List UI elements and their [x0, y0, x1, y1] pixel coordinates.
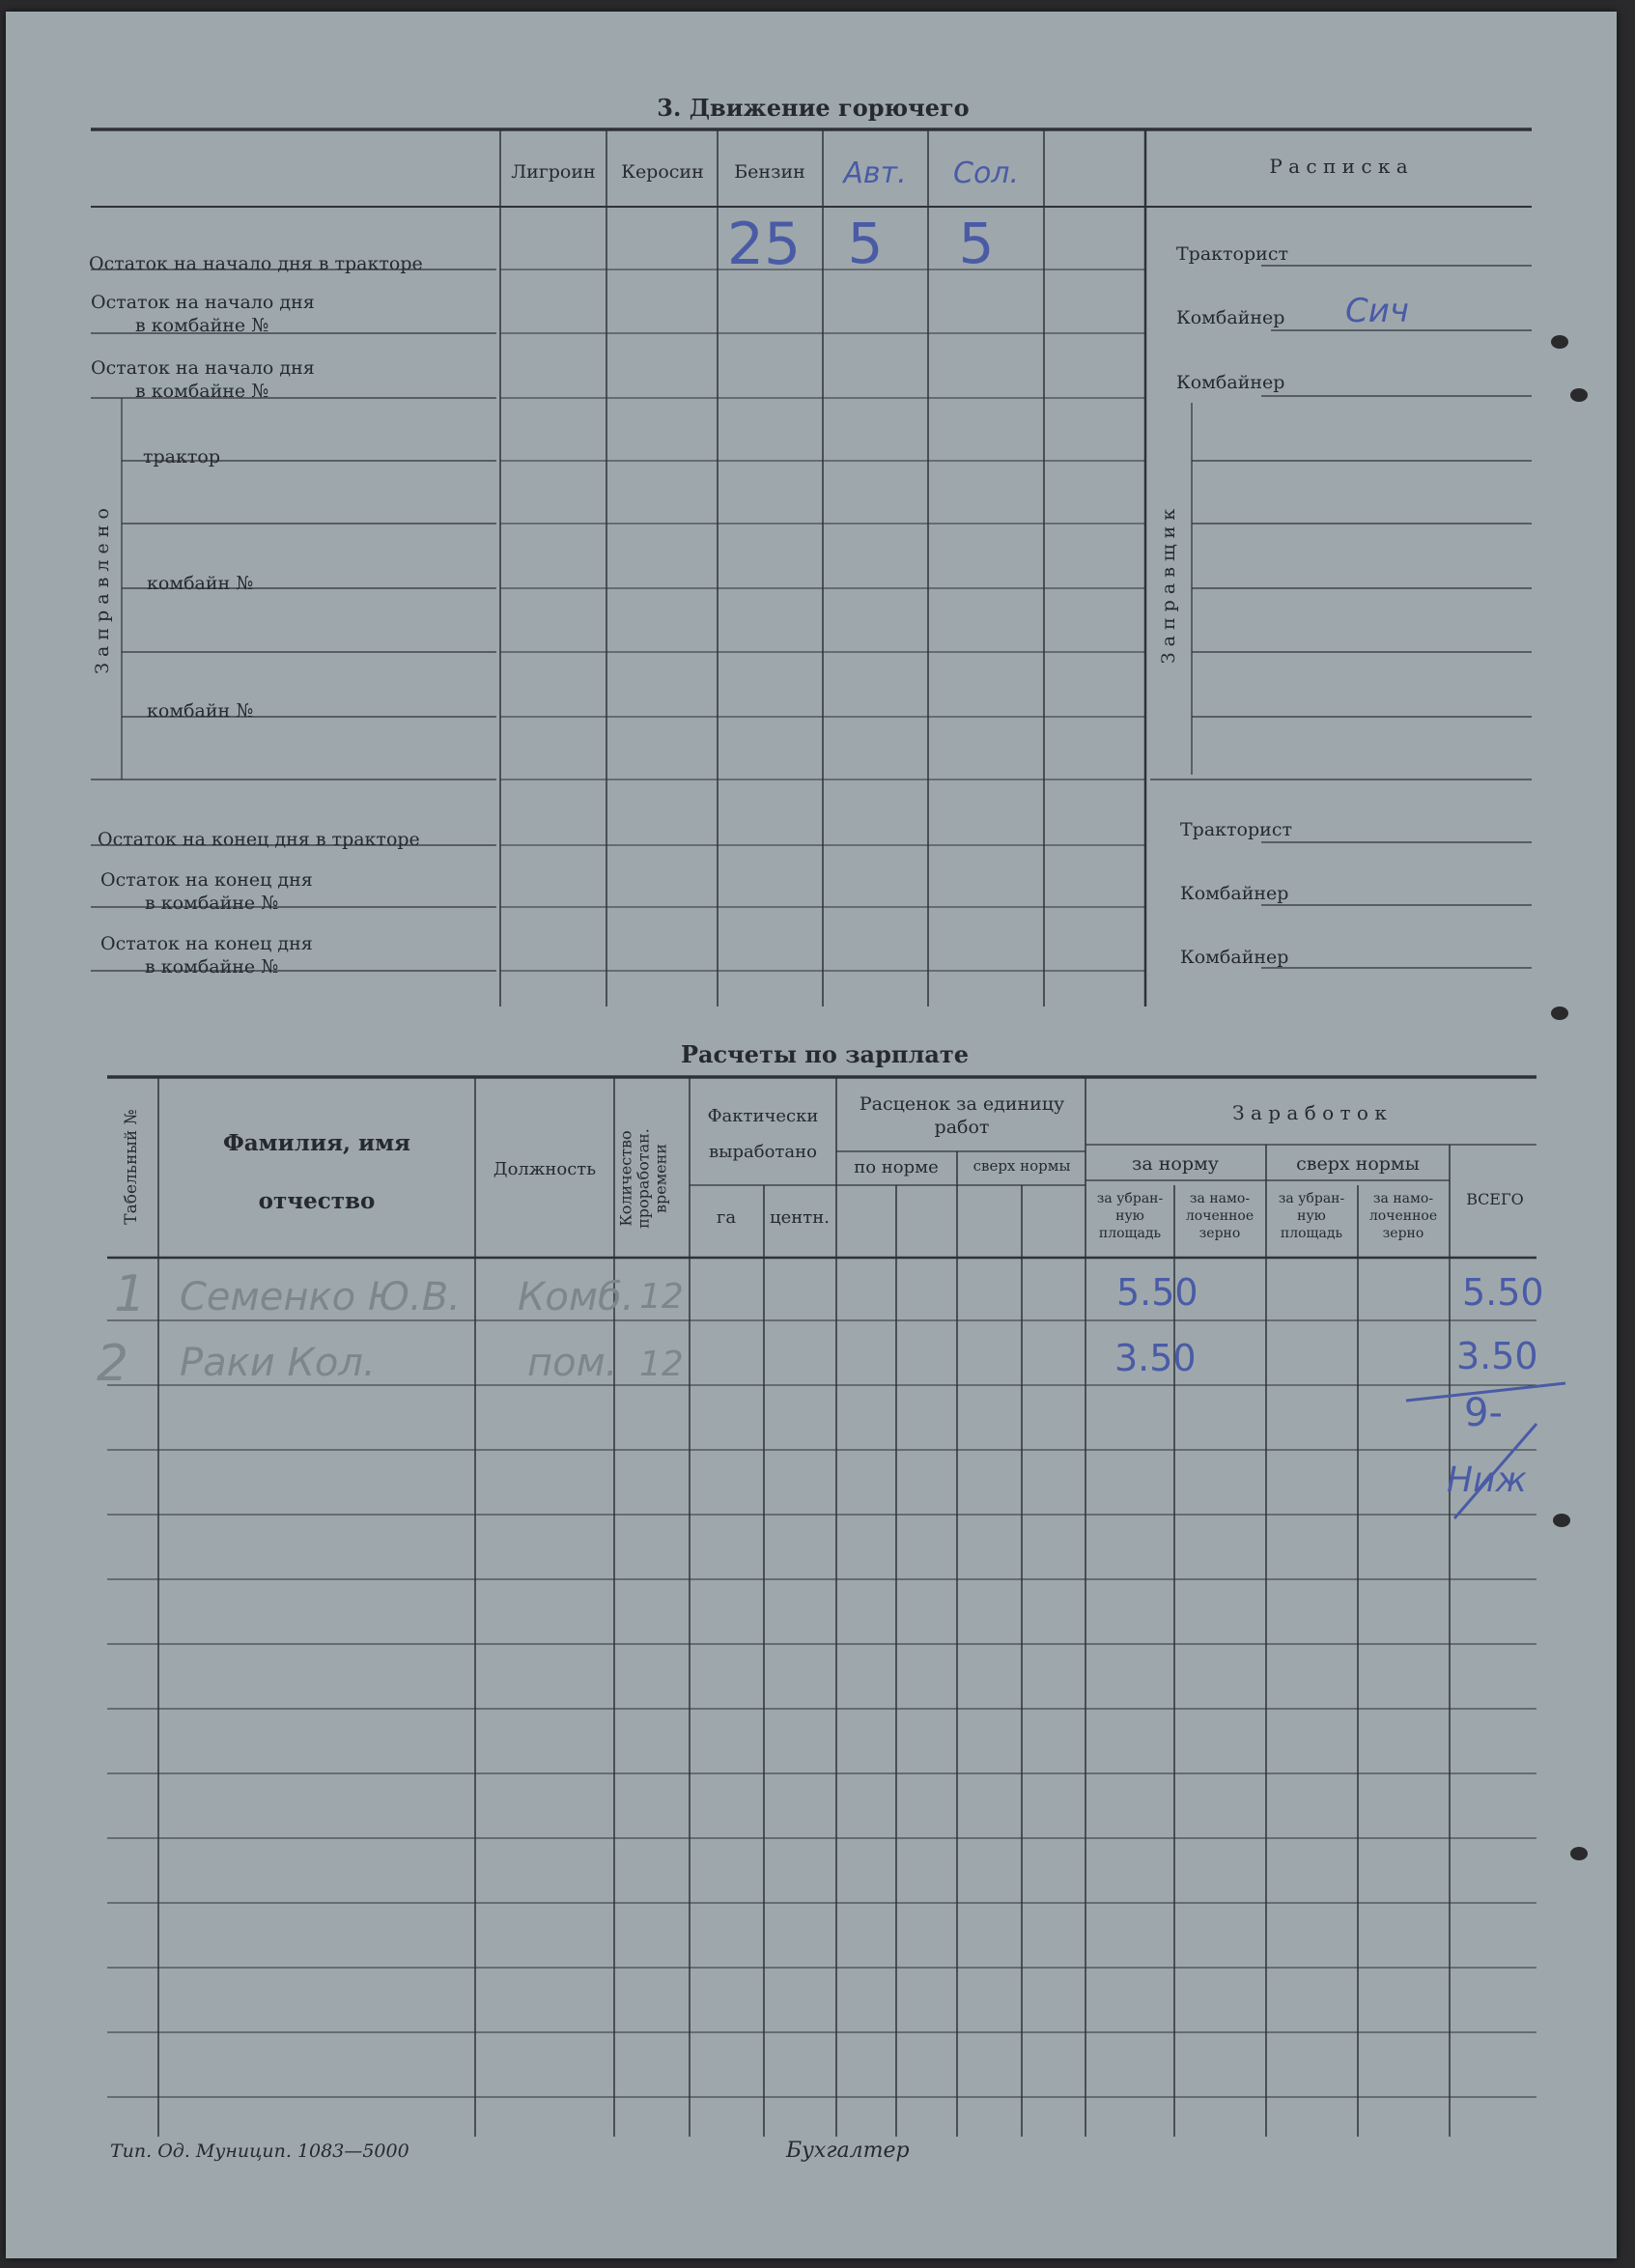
header-over-grain-line3: зерно [1382, 1226, 1424, 1241]
receipt-end-combiner-1: Комбайнер [1180, 883, 1289, 904]
row-end-combine-1-line1: Остаток на конец дня [100, 869, 313, 891]
header-name-line2: отчество [258, 1188, 376, 1214]
header-norm-grain-line3: зерно [1198, 1226, 1241, 1241]
header-over-area-line1: за убран- [1278, 1191, 1345, 1206]
receipt-header: Р а с п и с к а [1269, 155, 1408, 178]
header-norm-area-line3: площадь [1098, 1226, 1162, 1241]
row-refueled-combine-2: комбайн № [147, 700, 254, 722]
header-over-grain-line2: лоченное [1368, 1208, 1438, 1224]
salary-section-title: Расчеты по зарплате [680, 1040, 970, 1068]
header-rate-over-norm: сверх нормы [973, 1157, 1071, 1175]
header-total: ВСЕГО [1466, 1190, 1524, 1208]
header-earnings: З а р а б о т о к [1232, 1101, 1387, 1124]
header-hours-line2: проработан. [634, 1128, 653, 1229]
row2-position: пом. [527, 1341, 618, 1385]
handwritten-sol-start: 5 [958, 211, 995, 276]
row1-name: Семенко Ю.В. [180, 1275, 461, 1319]
row-refueled-combine-1: комбайн № [147, 573, 254, 594]
header-norm-grain-line2: лоченное [1185, 1208, 1254, 1224]
handwritten-signature: Ниж [1447, 1460, 1527, 1500]
handwritten-sum-strokes [1396, 1364, 1590, 1528]
header-over-grain-line1: за намо- [1372, 1191, 1434, 1206]
column-header-sol-handwritten: Сол. [952, 156, 1020, 190]
row-start-combine-1-line2: в комбайне № [135, 315, 269, 336]
printer-imprint: Тип. Од. Муницип. 1083—5000 [110, 2140, 409, 2162]
row2-name: Раки Кол. [180, 1341, 376, 1385]
header-rate-line1: Расценок за единицу [859, 1093, 1065, 1115]
accountant-label: Бухгалтер [786, 2139, 910, 2163]
receipt-end-tractorist: Тракторист [1180, 819, 1292, 840]
row2-hours: 12 [639, 1345, 684, 1384]
header-actual-line2: выработано [709, 1142, 817, 1162]
document-sheet [6, 12, 1617, 2258]
header-hours-line1: Количество [616, 1130, 635, 1227]
row1-hours: 12 [639, 1277, 684, 1317]
header-over-area-line2: ную [1297, 1208, 1326, 1224]
row1-tab-number: 1 [114, 1265, 147, 1323]
row-end-tractor: Остаток на конец дня в тракторе [98, 829, 420, 850]
row-start-combine-1-line1: Остаток на начало дня [91, 292, 315, 313]
row-start-combine-2-line1: Остаток на начало дня [91, 357, 315, 379]
row-start-tractor: Остаток на начало дня в тракторе [89, 253, 423, 274]
punch-hole [1551, 1006, 1568, 1020]
handwritten-sum-total: 9- [1464, 1391, 1503, 1435]
header-rate-line2: работ [934, 1117, 990, 1138]
handwritten-avt-start: 5 [847, 211, 884, 276]
receipt-fueler-vertical: З а п р а в щ и к [1158, 508, 1179, 665]
header-ha: га [716, 1207, 737, 1228]
header-tab-number: Табельный № [122, 1109, 141, 1225]
header-over-area-line3: площадь [1280, 1226, 1343, 1241]
row1-total: 5.50 [1462, 1271, 1544, 1314]
row2-area-pay: 3.50 [1114, 1337, 1197, 1379]
header-norm-grain-line1: за намо- [1189, 1191, 1251, 1206]
header-name-line1: Фамилия, имя [222, 1130, 411, 1156]
fuel-section-title: 3. Движение горючего [657, 94, 970, 122]
punch-hole [1551, 335, 1568, 349]
header-norm-area-line2: ную [1115, 1208, 1144, 1224]
row-refueled-tractor: трактор [143, 446, 220, 468]
header-actual-line1: Фактически [707, 1106, 819, 1126]
row-end-combine-1-line2: в комбайне № [145, 893, 279, 914]
receipt-combiner-2: Комбайнер [1176, 372, 1285, 393]
punch-hole [1570, 388, 1588, 402]
receipt-tractorist: Тракторист [1176, 243, 1288, 265]
row2-tab-number: 2 [97, 1335, 129, 1393]
row1-position: Комб. [518, 1275, 634, 1319]
column-header-avt-handwritten: Авт. [843, 156, 907, 190]
header-rate-by-norm: по норме [854, 1157, 939, 1177]
header-centn: центн. [770, 1207, 830, 1228]
row-end-combine-2-line2: в комбайне № [145, 956, 279, 978]
header-position: Должность [493, 1159, 597, 1179]
receipt-end-combiner-2: Комбайнер [1180, 947, 1289, 968]
header-norm-area-line1: за убран- [1096, 1191, 1164, 1206]
row-start-combine-2-line2: в комбайне № [135, 381, 269, 402]
column-header-gasoline: Бензин [734, 161, 805, 183]
handwritten-gasoline-start: 25 [726, 211, 802, 278]
column-header-ligroin: Лигроин [511, 161, 596, 183]
header-earn-over: сверх нормы [1296, 1153, 1420, 1175]
punch-hole [1553, 1514, 1570, 1527]
column-header-kerosene: Керосин [621, 161, 704, 183]
row2-total: 3.50 [1456, 1335, 1538, 1377]
handwritten-combiner-signature: Сич [1345, 292, 1409, 330]
header-hours-line3: времени [651, 1144, 670, 1213]
refueled-vertical-label: З а п р а в л е н о [92, 508, 113, 674]
header-earn-norm: за норму [1132, 1153, 1219, 1175]
receipt-combiner-1: Комбайнер [1176, 307, 1285, 328]
row1-area-pay: 5.50 [1116, 1271, 1198, 1314]
punch-hole [1570, 1847, 1588, 1860]
row-end-combine-2-line1: Остаток на конец дня [100, 933, 313, 954]
